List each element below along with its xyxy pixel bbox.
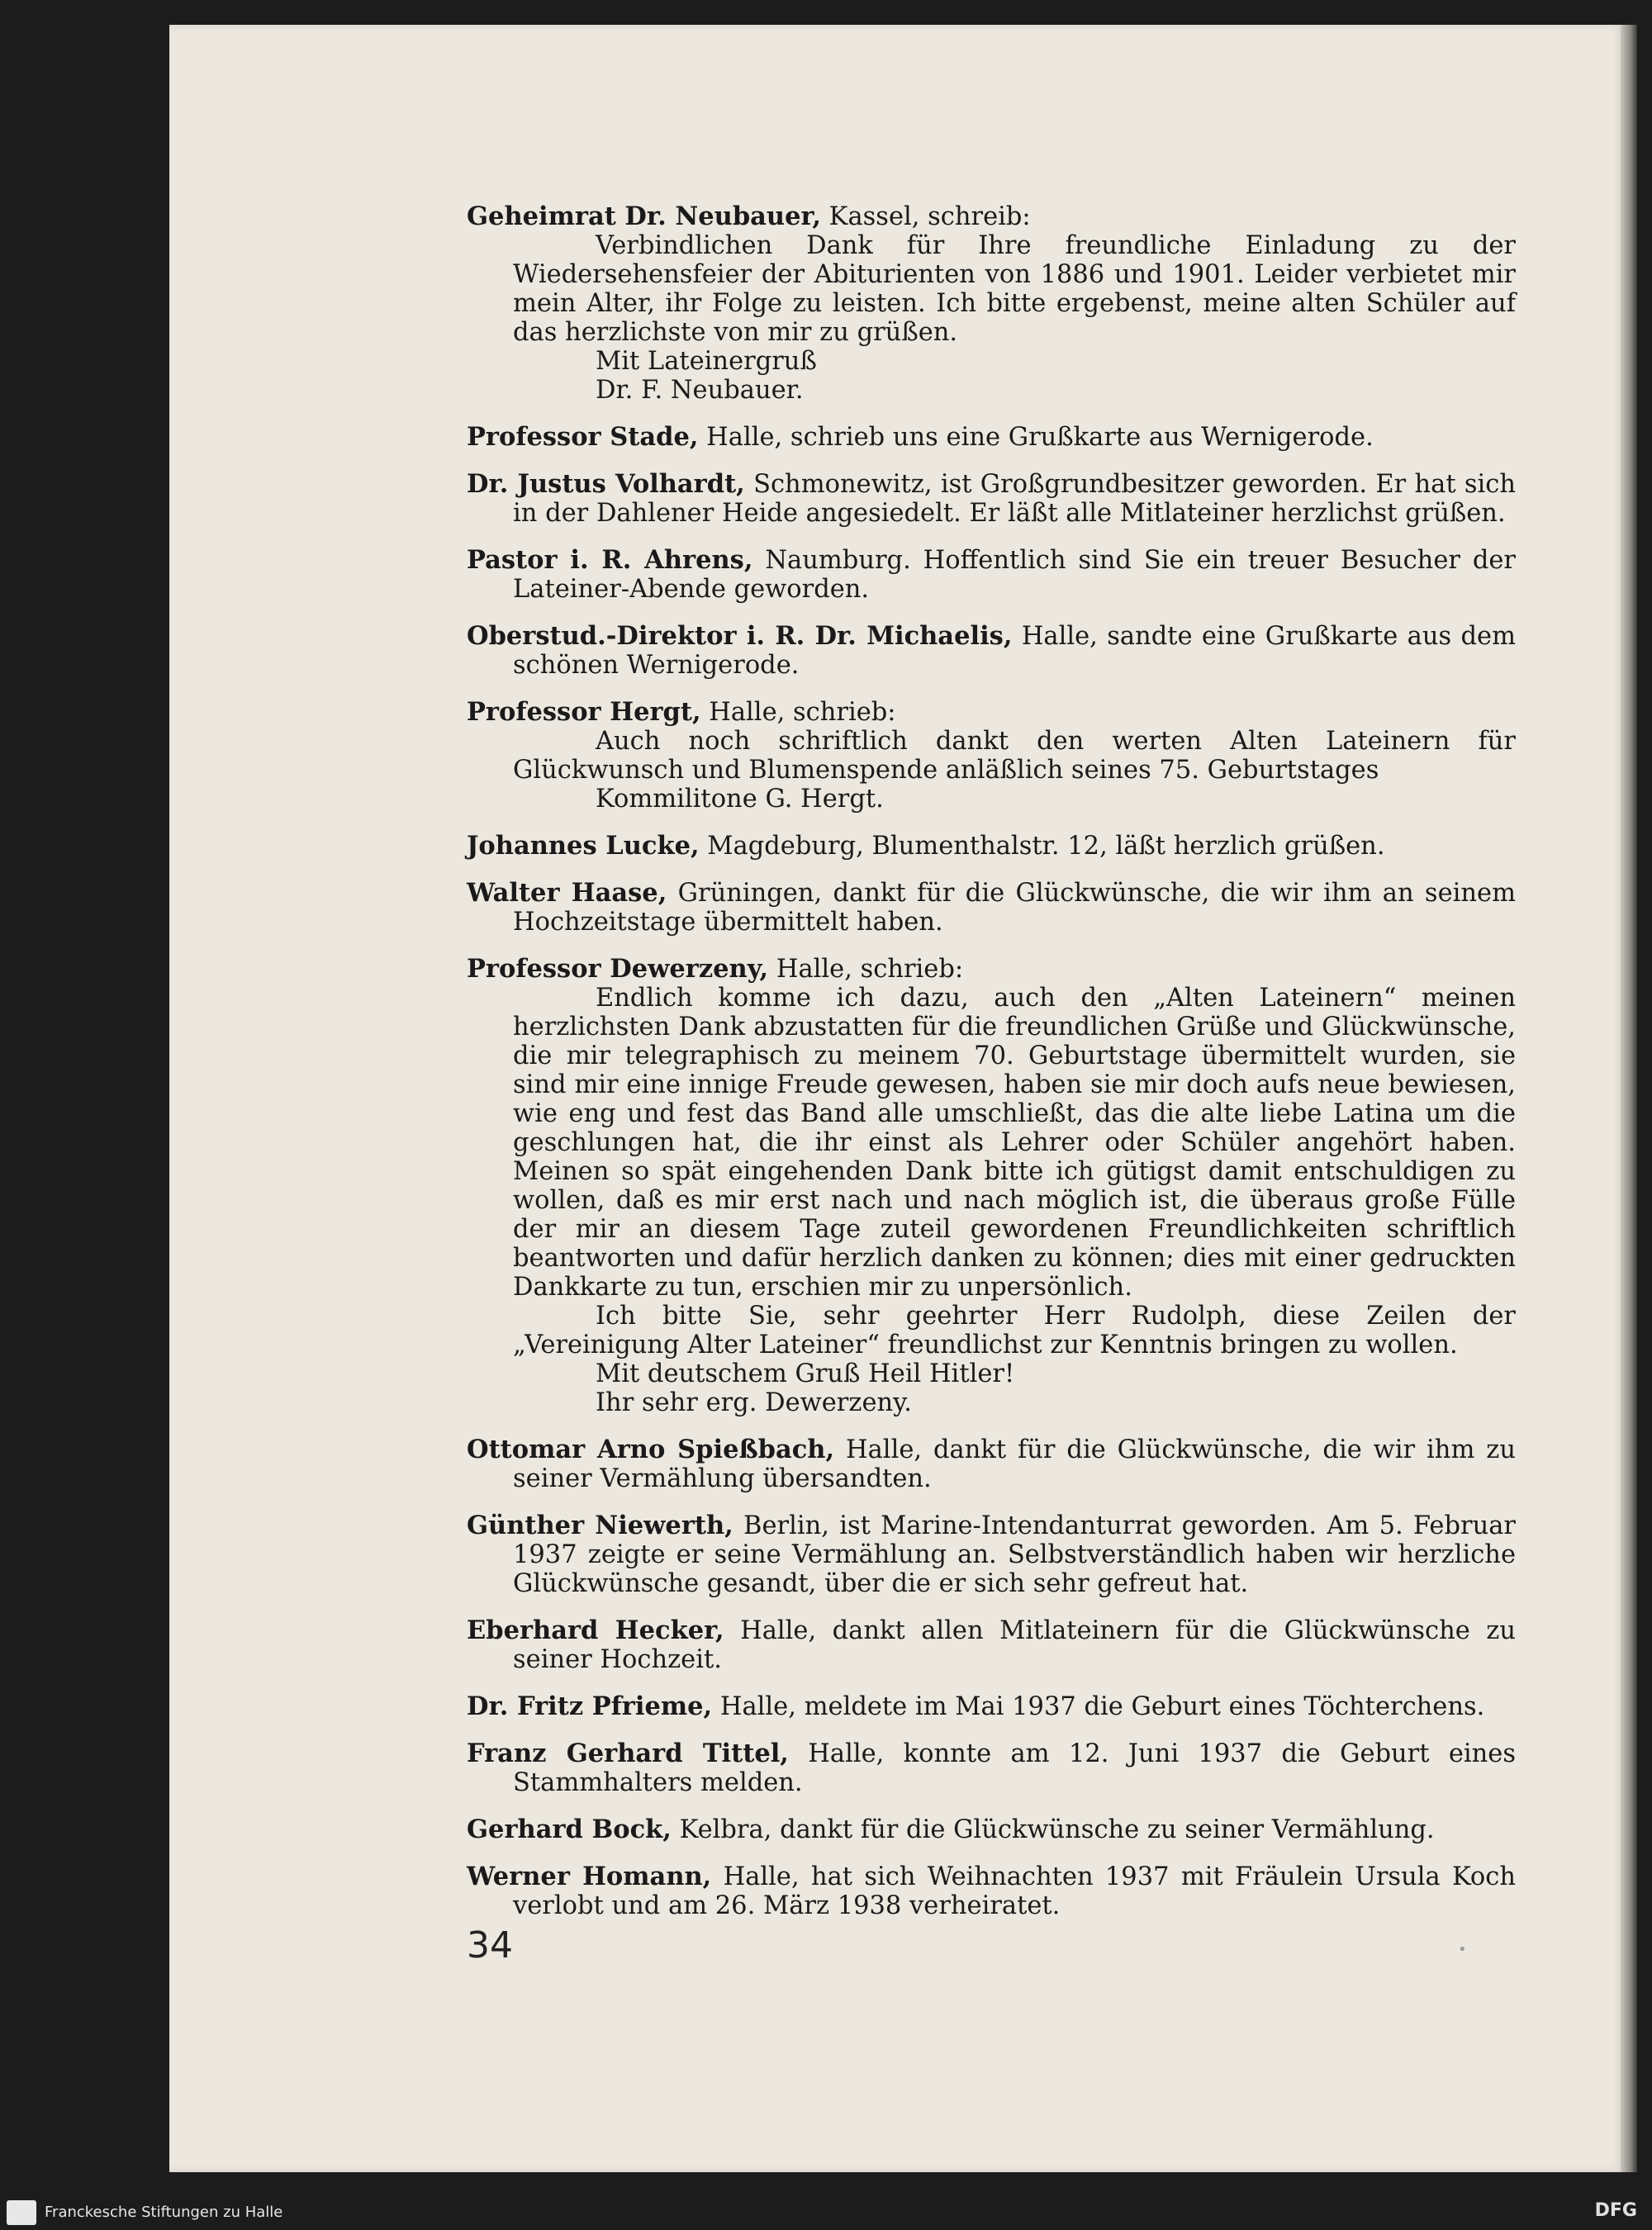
entry-ahrens [467,546,1516,604]
entry-text: Berlin, ist Marine-Intendanturrat geworden. Am 5. Februar 1937 zeigte er seine Vermählung an. Selbstverständlich haben wir herzliche Glückwünsche gesandt, über die er sich sehr gefreut hat. [513,1511,1516,1598]
dfg-logo: DFG [1594,2200,1637,2221]
entry-text: Kassel, schreib: [820,202,1031,231]
letter-body: Ich bitte Sie, sehr geehrter Herr Rudolph, diese Zeilen der „Vereinigung Alter Lateiner“ freundlichst zur Kenntnis bringen zu wollen. [513,1302,1516,1359]
entry-spiessbach [467,1435,1516,1493]
entry-name: Dr. Justus Volhardt, [467,469,745,499]
entry-text: Magdeburg, Blumenthalstr. 12, läßt herzlich grüßen. [699,832,1385,861]
letter-neubauer [467,231,1516,405]
letter-closing: Mit deutschem Gruß Heil Hitler! [596,1359,1015,1388]
entry-niewerth [467,1511,1516,1598]
page-edge [1621,25,1637,2172]
entry-text: Naumburg. Hoffentlich sind Sie ein treuer Besucher der Lateiner-Abende geworden. [513,546,1516,604]
entry-name: Walter Haase, [467,878,667,908]
entry-name: Gerhard Bock, [467,1815,672,1844]
entry-name: Günther Niewerth, [467,1511,733,1540]
letter-signature: Dr. F. Neubauer. [596,376,804,405]
letter-signature: Kommilitone G. Hergt. [596,785,884,814]
entry-hergt [467,698,1516,727]
letter-body: Endlich komme ich dazu, auch den „Alten Lateinern“ meinen herzlichsten Dank abzustatten für die freundlichen Grüße und Glückwünsche, die mir telegraphisch zu meinem 70. Geburtstage übermittelt wurden, sie sind mir eine innige Freude gewesen, haben sie mir doch aufs neue bewiesen, wie eng und fest das Band alle umschließt, das die alte liebe Latina um die geschlungen hat, die ihr einst als Lehrer oder Schüler angehört haben. Meinen so spät eingehenden Dank bitte ich gütigst damit entschuldigen zu wollen, daß es mir erst nach und nach möglich ist, die überaus große Fülle der mir an diesem Tage zuteil gewordenen Freundlichkeiten schriftlich beantworten und dafür herzlich danken zu können; dies mit einer gedruckten Dankkarte zu tun, erschien mir zu unpersönlich. [513,984,1516,1302]
entry-text: Grüningen, dankt für die Glückwünsche, die wir ihm an seinem Hochzeitstage übermittelt haben. [513,879,1516,937]
institution-name: Franckesche Stiftungen zu Halle [45,2204,283,2221]
page-number: 34 [467,1924,513,1967]
entry-name: Oberstud.-Direktor i. R. Dr. Michaelis, [467,621,1013,651]
entry-text: Halle, schrieb uns eine Grußkarte aus Wernigerode. [698,423,1374,452]
entry-name: Professor Hergt, [467,697,701,727]
letter-hergt [467,727,1516,814]
entry-name: Eberhard Hecker, [467,1616,724,1645]
letter-body: Verbindlichen Dank für Ihre freundliche Einladung zu der Wiedersehensfeier der Abiturienten von 1886 und 1901. Leider verbietet mir mein Alter, ihr Folge zu leisten. Ich bitte ergebenst, meine alten Schüler auf das herzlichste von mir zu grüßen. [513,231,1516,347]
entry-name: Ottomar Arno Spießbach, [467,1435,835,1464]
entry-haase [467,879,1516,937]
entry-text: Halle, meldete im Mai 1937 die Geburt eines Töchterchens. [712,1692,1485,1721]
entry-text: Halle, dankt allen Mitlateinern für die Glückwünsche zu seiner Hochzeit. [513,1616,1516,1674]
entry-name: Dr. Fritz Pfrieme, [467,1691,713,1721]
entry-text: Kelbra, dankt für die Glückwünsche zu seiner Vermählung. [671,1815,1435,1844]
entry-homann [467,1862,1516,1920]
letter-dewerzeny [467,984,1516,1417]
entry-stade [467,423,1516,452]
letter-closing: Mit Lateinergruß [596,347,817,376]
entry-text: Halle, schrieb: [768,955,964,984]
entry-michaelis [467,622,1516,680]
entry-name: Pastor i. R. Ahrens, [467,545,753,575]
entry-text: Halle, hat sich Weihnachten 1937 mit Fräulein Ursula Koch verlobt und am 26. März 1938 verheiratet. [513,1862,1517,1920]
entry-lucke [467,832,1516,861]
letter-body: Auch noch schriftlich dankt den werten Alten Lateinern für Glückwunsch und Blumenspende anläßlich seines 75. Geburtstages [513,727,1516,785]
entry-name: Johannes Lucke, [467,831,700,861]
entry-text: Halle, sandte eine Grußkarte aus dem schönen Wernigerode. [513,622,1516,680]
institution-logo-icon [7,2200,36,2225]
entry-name: Professor Dewerzeny, [467,954,769,984]
entry-text: Schmonewitz, ist Großgrundbesitzer geworden. Er hat sich in der Dahlener Heide angesiedelt. Er läßt alle Mitlateiner herzlichst grüßen. [513,470,1517,528]
entry-tittel [467,1739,1516,1797]
page-content [467,202,1516,1938]
letter-signature: Ihr sehr erg. Dewerzeny. [596,1388,913,1417]
entry-bock [467,1815,1516,1844]
entry-name: Professor Stade, [467,422,699,452]
entry-text: Halle, konnte am 12. Juni 1937 die Geburt eines Stammhalters melden. [513,1739,1517,1797]
entry-name: Werner Homann, [467,1862,712,1891]
entry-hecker [467,1616,1516,1674]
entry-name: Geheimrat Dr. Neubauer, [467,202,821,231]
entry-text: Halle, dankt für die Glückwünsche, die wir ihm zu seiner Vermählung übersandten. [513,1435,1516,1493]
entry-volhardt [467,470,1516,528]
entry-pfrieme [467,1692,1516,1721]
entry-name: Franz Gerhard Tittel, [467,1739,789,1768]
entry-text: Halle, schrieb: [700,698,896,727]
scan-mark: • [1458,1941,1467,1958]
entry-neubauer [467,202,1516,231]
entry-dewerzeny [467,955,1516,984]
